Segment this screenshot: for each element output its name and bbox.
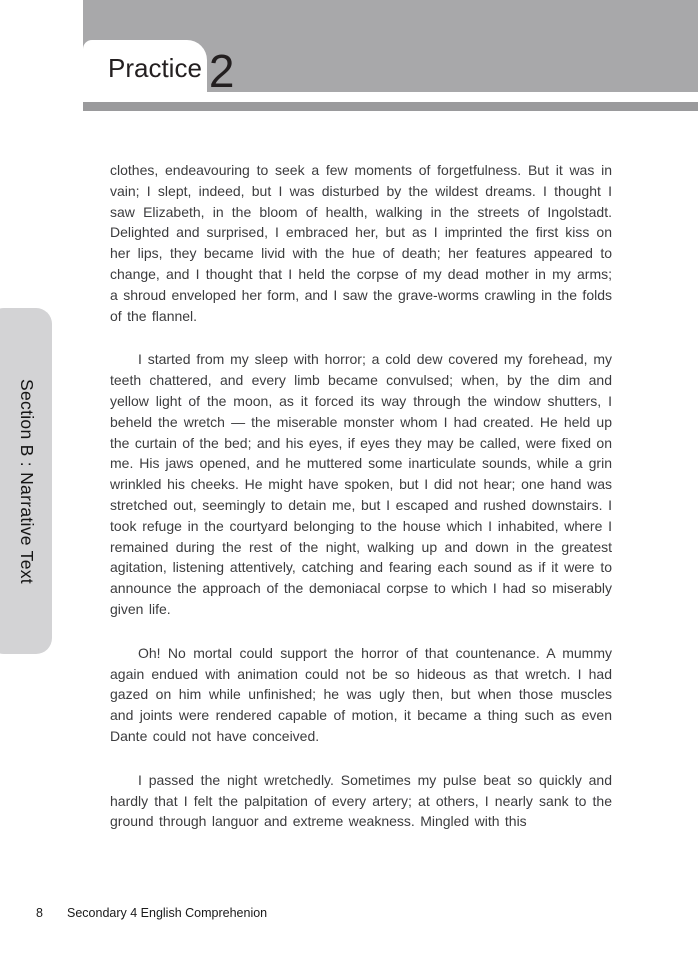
section-tab [0, 308, 52, 654]
paragraph-4: I passed the night wretchedly. Sometimes my pulse beat so quickly and hardly that I felt the palpitation of every artery; at others, I nearly sank to the ground through languor and extreme weakness. Mingled with this [110, 771, 612, 830]
paragraph-3: Oh! No mortal could support the horror of that countenance. A mummy again endued with animation could not be so hideous as that wretch. I had gazed on him while unfinished; he was ugly then, but when those muscles and joints were rendered capable of motion, it became a thing such as even Dante could not have conceived. [110, 644, 612, 744]
section-tab-inner [0, 308, 52, 654]
page-number: 8 [36, 906, 43, 920]
section-tab-label: Section B : Narrative Text [16, 378, 37, 584]
paragraph-1: clothes, endeavouring to seek a few moments of forgetfulness. But it was in vain; I slept, indeed, but I was disturbed by the wildest dreams. I thought I saw Elizabeth, in the bloom of health, walking in the streets of Ingolstadt. Delighted and surprised, I embraced her, but as I imprinted the first kiss on her lips, they became livid with the hue of death; her features appeared to change, and I thought that I held the corpse of my dead mother in my arms; a shroud enveloped her form, and I saw the grave-worms crawling in the folds of the flannel. [110, 162, 612, 324]
practice-number: 2 [208, 45, 235, 97]
header-rule [83, 102, 698, 111]
practice-label: Practice [108, 53, 202, 83]
practice-title-tab [83, 40, 235, 97]
page-footer [0, 906, 700, 926]
book-title: Secondary 4 English Comprehenion [67, 906, 268, 920]
passage-text [110, 160, 612, 855]
paragraph-2: I started from my sleep with horror; a cold dew covered my forehead, my teeth chattered, and every limb became convulsed; when, by the dim and yellow light of the moon, as it forced its way through the window shutters, I beheld the wretch — the miserable monster whom I had created. He held up the curtain of the bed; and his eyes, if eyes they may be called, were fixed on me. His jaws opened, and he muttered some inarticulate sounds, while a grin wrinkled his cheeks. He might have spoken, but I did not hear; one hand was stretched out, seemingly to detain me, but I escaped and rushed downstairs. I took refuge in the courtyard belonging to the house which I inhabited, where I remained during the rest of the night, walking up and down in the greatest agitation, listening attentively, catching and fearing each sound as if it were to announce the approach of the demoniacal corpse to which I had so miserably given life. [110, 351, 612, 617]
